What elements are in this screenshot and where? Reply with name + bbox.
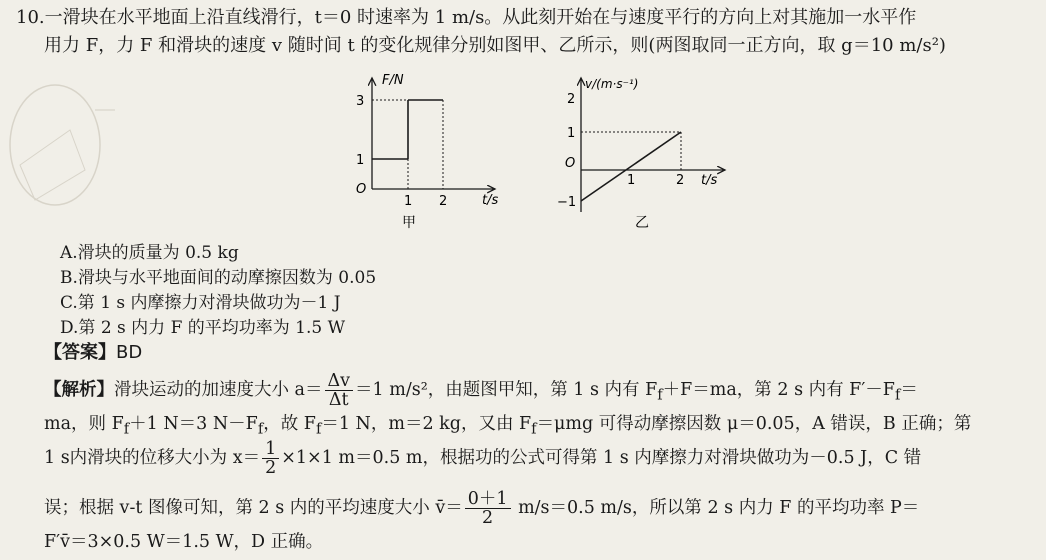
subscript: f	[257, 420, 264, 438]
solution-text: ，故 F	[263, 414, 316, 434]
solution-text: ＝1 N，m＝2 kg，又由 F	[321, 414, 532, 434]
fraction-numerator: 0＋1	[465, 490, 511, 509]
subscript: f	[894, 386, 901, 404]
fraction-denominator: 2	[265, 458, 277, 478]
solution-text: 1 s内滑块的位移大小为 x＝	[44, 448, 261, 468]
answer-tag: 【答案】	[44, 342, 116, 363]
fraction-numerator: 1	[262, 440, 279, 459]
solution-text: m/s＝0.5 m/s，所以第 2 s 内力 F 的平均功率 P＝	[512, 498, 920, 518]
solution-text: ＋F＝ma，第 2 s 内有 F′－F	[662, 380, 895, 400]
solution-text: ×1×1 m＝0.5 m，根据功的公式可得第 1 s 内摩擦力对滑块做功为－0.5 J，C 错	[281, 448, 922, 468]
question-text-1: 一滑块在水平地面上沿直线滑行，t＝0 时速率为 1 m/s。从此刻开始在与速度平行的方向上对其施加一水平作	[44, 7, 917, 28]
solution-text: 滑块运动的加速度大小 a＝	[114, 380, 323, 400]
fraction-denominator: 2	[482, 508, 494, 528]
jia-y-label: F/N	[382, 73, 404, 88]
graph-jia	[350, 72, 520, 232]
yi-tick-neg1: −1	[557, 195, 577, 210]
bleed-through-decoration	[0, 70, 120, 220]
fraction-average-velocity	[465, 490, 511, 527]
solution-line-1	[44, 372, 918, 409]
subscript: f	[531, 420, 537, 438]
answer-value: BD	[116, 342, 143, 363]
yi-tick-1: 1	[567, 126, 576, 141]
jia-caption: 甲	[402, 215, 416, 231]
yi-xtick-1: 1	[627, 173, 636, 188]
fraction-dv-dt	[325, 372, 354, 409]
yi-y-label: v/(m·s⁻¹)	[585, 77, 639, 91]
answer-line	[44, 338, 142, 364]
jia-tick-3: 3	[356, 94, 365, 109]
solution-line-4	[44, 490, 919, 527]
solution-text: ＝μmg 可得动摩擦因数 μ＝0.05，A 错误，B 正确；第	[536, 414, 972, 434]
jia-origin: O	[356, 182, 367, 197]
fraction-numerator: Δv	[325, 372, 354, 391]
yi-x-label: t/s	[701, 173, 718, 188]
solution-tag: 【解析】	[44, 380, 114, 400]
question-line-1	[16, 4, 916, 32]
question-number: 10.	[16, 7, 45, 28]
solution-text: ma，则 F	[44, 414, 124, 434]
solution-line-3	[44, 440, 921, 477]
graph-yi	[555, 72, 755, 232]
yi-tick-2: 2	[567, 92, 576, 107]
jia-x-label: t/s	[482, 193, 499, 208]
option-c: C.第 1 s 内摩擦力对滑块做功为－1 J	[60, 293, 341, 313]
solution-text: ＋1 N＝3 N－F	[129, 414, 258, 434]
yi-velocity-line	[581, 132, 681, 201]
solution-line-5: F′v̄＝3×0.5 W＝1.5 W，D 正确。	[44, 532, 324, 552]
subscript: f	[315, 420, 322, 438]
solution-text: ＝1 m/s²，由题图甲知，第 1 s 内有 F	[355, 380, 658, 400]
fraction-denominator: Δt	[328, 390, 349, 410]
option-d: D.第 2 s 内力 F 的平均功率为 1.5 W	[60, 318, 346, 338]
yi-origin: O	[565, 156, 576, 171]
option-a: A.滑块的质量为 0.5 kg	[60, 243, 239, 263]
jia-xtick-1: 1	[404, 194, 413, 209]
jia-xtick-2: 2	[439, 194, 448, 209]
solution-line-2	[44, 412, 971, 442]
solution-text: 误；根据 v-t 图像可知，第 2 s 内的平均速度大小 v̄＝	[44, 498, 463, 518]
subscript: f	[123, 420, 130, 438]
solution-text: ＝	[900, 380, 918, 400]
option-b: B.滑块与水平地面间的动摩擦因数为 0.05	[60, 268, 377, 288]
yi-caption: 乙	[635, 215, 649, 231]
subscript: f	[657, 386, 663, 404]
fraction-one-half	[262, 440, 279, 477]
jia-tick-1: 1	[356, 153, 365, 168]
yi-xtick-2: 2	[676, 173, 685, 188]
question-line-2: 用力 F，力 F 和滑块的速度 v 随时间 t 的变化规律分别如图甲、乙所示，则(两图取同一正方向，取 g＝10 m/s²)	[44, 35, 946, 56]
